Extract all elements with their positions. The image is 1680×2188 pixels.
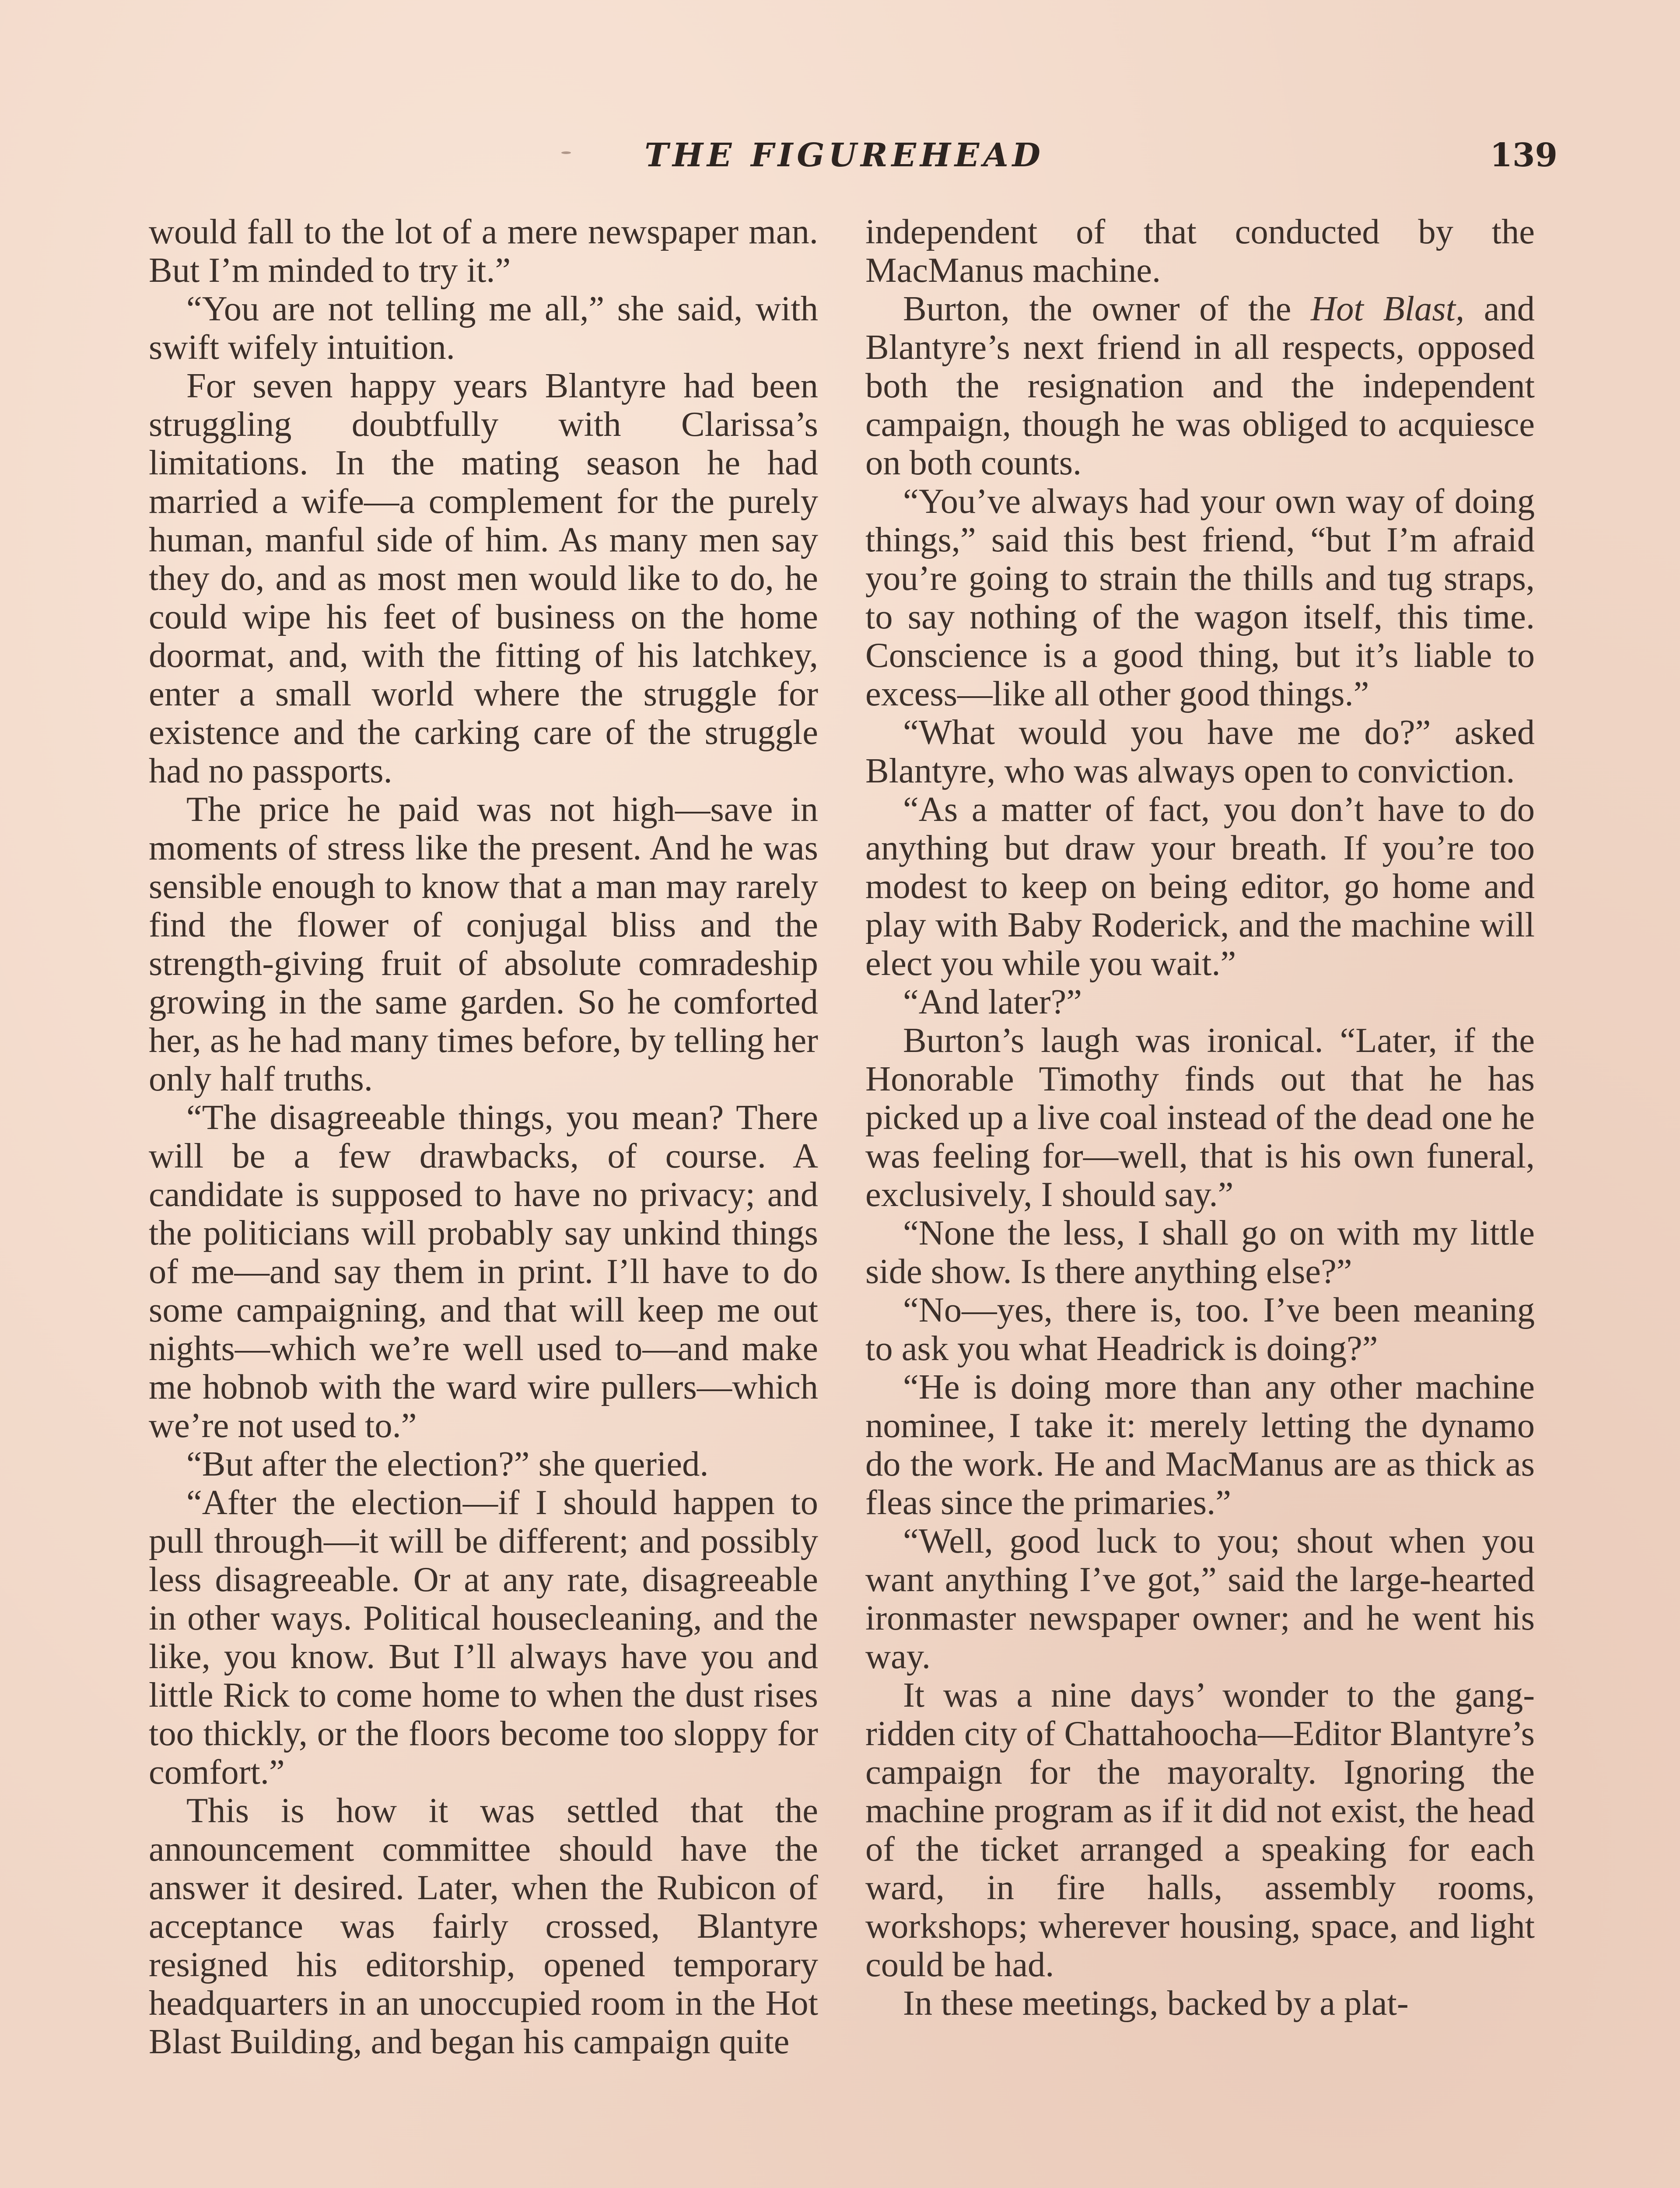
- right-column: [865, 213, 1535, 2023]
- paragraph-text: “After the election—if I should happen to pull through—it will be different; and possibly less disagreeable. Or at any rate, disagreeable in other ways. Political housecleaning, and the like, you know. But I’ll always have you and little Rick to come home to when the dust rises too thickly, or the floors become too sloppy for comfort.”: [149, 1483, 818, 1792]
- paragraph-text: Burton’s laugh was ironical. “Later, if the Honorable Timothy finds out that he has picked up a live coal instead of the dead one he was feeling for—well, that is his own funeral, exclusively, I should say.”: [865, 1021, 1535, 1214]
- paragraph: [865, 1676, 1535, 1984]
- paragraph-text: “As a matter of fact, you don’t have to do anything but draw your breath. If you’re too modest to keep on being editor, go home and play with Baby Roderick, and the machine will elect you while you wait.”: [865, 790, 1535, 983]
- newspaper-name: Hot Blast,: [1311, 289, 1465, 328]
- paragraph-text: “You’ve always had your own way of doing things,” said this best friend, “but I’m afraid you’re going to strain the thills and tug straps, to say nothing of the wagon itself, this time. Conscience is a good thing, but it’s liable to excess—like all other good things.”: [865, 482, 1535, 713]
- paragraph: [149, 1098, 818, 1445]
- paragraph: [865, 713, 1535, 790]
- left-column: [149, 213, 818, 2061]
- paragraph: [149, 1792, 818, 2061]
- paragraph: [865, 1522, 1535, 1676]
- paragraph-text: “The disagreeable things, you mean? There will be a few drawbacks, of course. A candidate is supposed to have no privacy; and the politicians will probably say unkind things of me—and say them in print. I’ll have to do some campaigning, and that will keep me out nights—which we’re well used to—and make me hobnob with the ward wire pullers—which we’re not used to.”: [149, 1098, 818, 1445]
- paragraph-text: “No—yes, there is, too. I’ve been meaning to ask you what Headrick is doing?”: [865, 1290, 1535, 1368]
- ink-blemish: [561, 151, 571, 154]
- paragraph: [865, 983, 1535, 1021]
- paragraph: [865, 290, 1535, 482]
- paragraph-text: This is how it was settled that the announcement committee should have the answer it desired. Later, when the Rubicon of acceptance was fairly crossed, Blantyre resigned his editorship, opened temporary headquarters in an unoccupied room in the Hot Blast Building, and began his campaign quite: [149, 1791, 818, 2061]
- paragraph-text: “But after the election?” she queried.: [186, 1445, 709, 1483]
- paragraph: [865, 1214, 1535, 1291]
- paragraph-text: and Blantyre’s next friend in all respects, opposed both the resignation and the independent campaign, though he was obliged to acquiesce on both counts.: [865, 289, 1535, 482]
- paragraph: [149, 790, 818, 1098]
- paragraph: [149, 213, 818, 290]
- paragraph: [865, 482, 1535, 713]
- paragraph-text: Burton, the owner of the: [903, 289, 1311, 328]
- paragraph-text: In these meetings, backed by a plat-: [903, 1984, 1409, 2023]
- paragraph-text: “He is doing more than any other machine nominee, I take it: merely letting the dynamo do the work. He and MacManus are as thick as fleas since the primaries.”: [865, 1368, 1535, 1522]
- paragraph-text: independent of that conducted by the MacManus machine.: [865, 212, 1535, 290]
- paragraph: [865, 1368, 1535, 1522]
- paragraph: [865, 1291, 1535, 1368]
- paragraph-text: “Well, good luck to you; shout when you want anything I’ve got,” said the large-hearted ironmaster newspaper owner; and he went his way.: [865, 1522, 1535, 1676]
- running-title: THE FIGUREHEAD: [644, 137, 1044, 174]
- paragraph: [149, 1483, 818, 1792]
- paragraph-text: “You are not telling me all,” she said, with swift wifely intuition.: [149, 289, 818, 367]
- paragraph-text: “None the less, I shall go on with my little side show. Is there anything else?”: [865, 1213, 1535, 1291]
- page-number: 139: [1490, 137, 1558, 174]
- paragraph-text: “And later?”: [903, 982, 1082, 1021]
- paragraph-text: For seven happy years Blantyre had been struggling doubtfully with Clarissa’s limitations. In the mating season he had married a wife—a complement for the purely human, manful side of him. As many men say they do, and as most men would like to do, he could wipe his feet of business on the home doormat, and, with the fitting of his latchkey, enter a small world where the struggle for existence and the carking care of the struggle had no passports.: [149, 366, 818, 790]
- paragraph-text: would fall to the lot of a mere newspaper man. But I’m minded to try it.”: [149, 212, 818, 290]
- paragraph: [149, 367, 818, 790]
- paragraph-text: “What would you have me do?” asked Blantyre, who was always open to conviction.: [865, 713, 1535, 790]
- paragraph-text: The price he paid was not high—save in moments of stress like the present. And he was sensible enough to know that a man may rarely find the flower of conjugal bliss and the strength-giving fruit of absolute comradeship growing in the same garden. So he comforted her, as he had many times before, by telling her only half truths.: [149, 790, 818, 1098]
- paragraph: [149, 1445, 818, 1483]
- paragraph: [865, 213, 1535, 290]
- paragraph: [865, 790, 1535, 983]
- paragraph: [865, 1021, 1535, 1214]
- paragraph-text: It was a nine days’ wonder to the gang-ridden city of Chattahoocha—Editor Blantyre’s campaign for the mayoralty. Ignoring the machine program as if it did not exist, the head of the ticket arranged a speaking for each ward, in fire halls, assembly rooms, workshops; wherever housing, space, and light could be had.: [865, 1676, 1535, 1984]
- paragraph: [865, 1984, 1535, 2023]
- paragraph: [149, 290, 818, 367]
